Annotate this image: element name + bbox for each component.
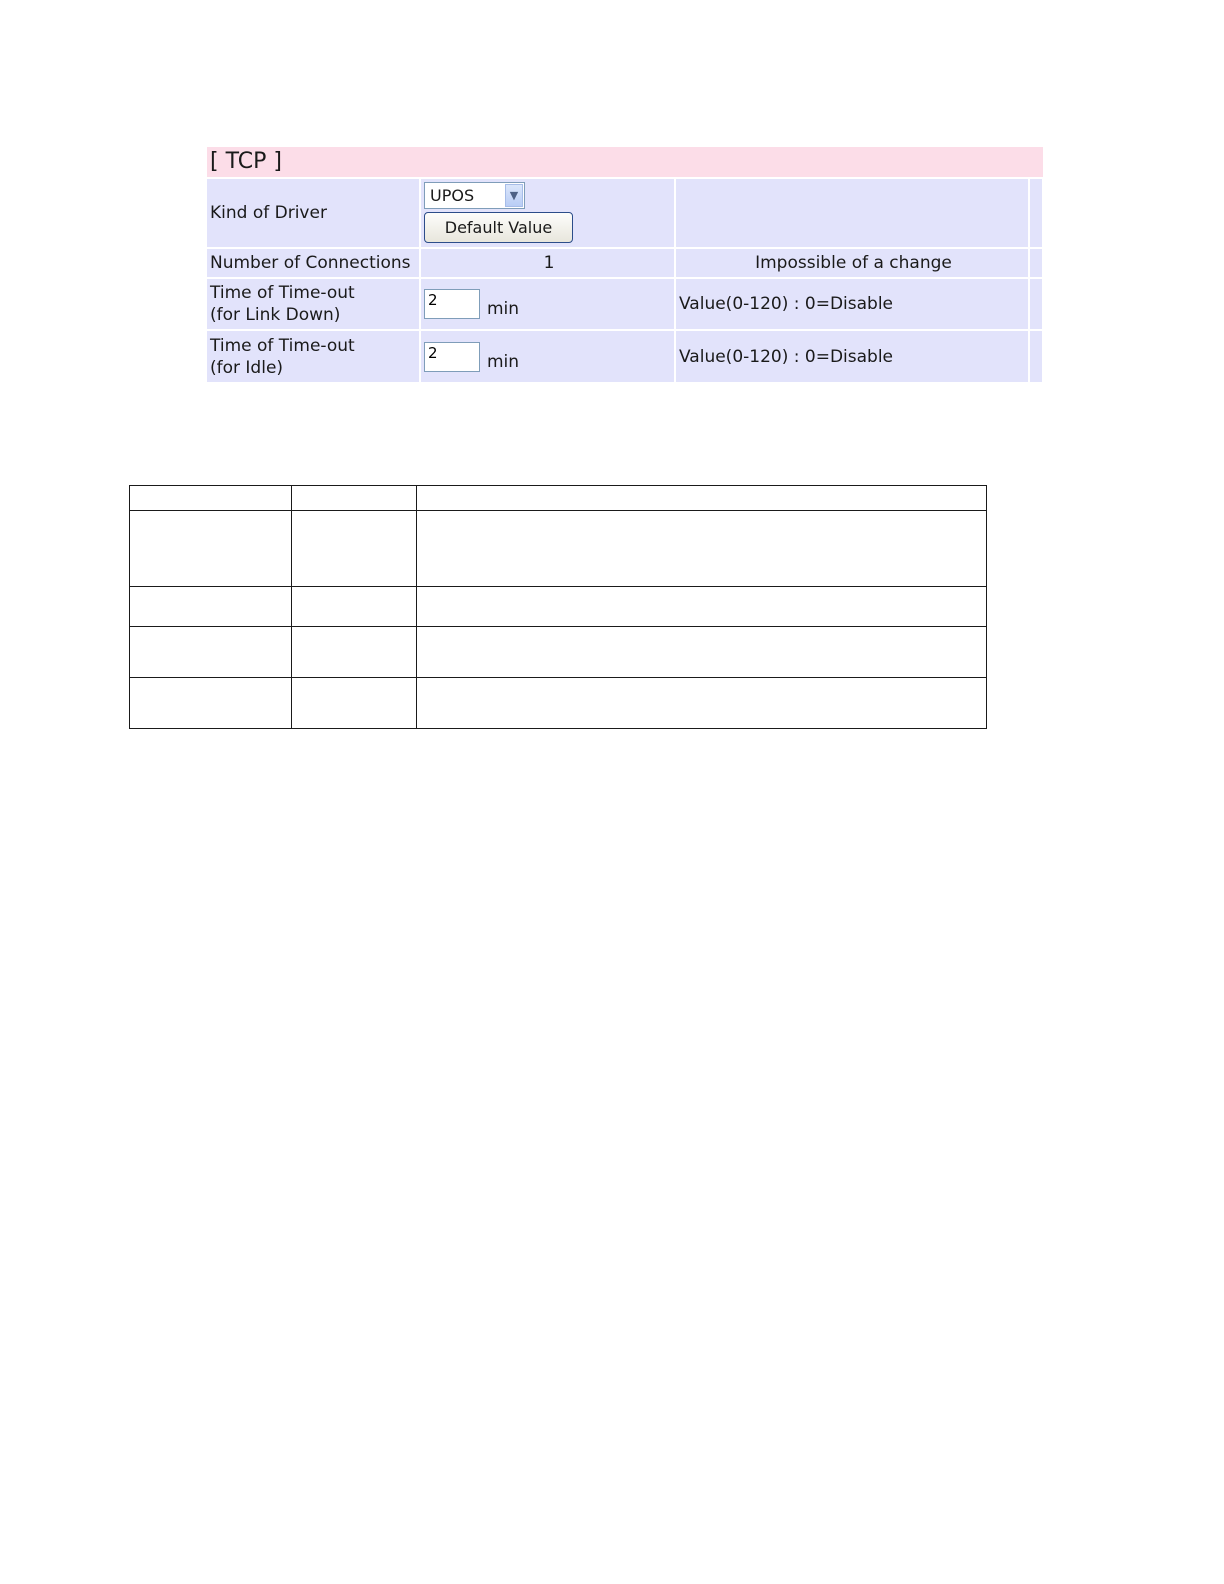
table-cell xyxy=(130,678,292,729)
table-cell xyxy=(130,511,292,587)
connections-note-text: Impossible of a change xyxy=(755,253,952,273)
connections-value: 1 xyxy=(543,253,555,273)
table-cell xyxy=(292,587,417,627)
timeout-link-down-label xyxy=(207,279,419,329)
default-value-button[interactable]: Default Value xyxy=(424,212,573,243)
table-cell xyxy=(292,486,417,511)
table-cell xyxy=(130,627,292,678)
table-row xyxy=(130,678,987,729)
timeout-link-down-input[interactable] xyxy=(424,289,480,319)
driver-select-value: UPOS xyxy=(430,185,475,205)
row-edge xyxy=(1030,249,1042,277)
driver-row xyxy=(207,179,1043,247)
table-cell xyxy=(130,587,292,627)
empty-document-table xyxy=(129,485,987,729)
table-cell xyxy=(417,587,987,627)
timeout-link-down-row xyxy=(207,279,1043,329)
table-cell xyxy=(292,511,417,587)
timeout-idle-row xyxy=(207,331,1043,382)
timeout-link-down-value-cell xyxy=(421,279,674,329)
table-cell xyxy=(417,627,987,678)
tcp-section-title: [ TCP ] xyxy=(207,147,1043,177)
row-edge xyxy=(1030,331,1042,382)
table-cell xyxy=(130,486,292,511)
driver-label xyxy=(207,179,419,247)
timeout-idle-label-line2: (for Idle) xyxy=(210,357,284,378)
timeout-idle-note-text: Value(0-120) : 0=Disable xyxy=(679,346,894,367)
table-cell xyxy=(417,486,987,511)
tcp-settings-panel xyxy=(207,147,1043,384)
timeout-idle-value-cell xyxy=(421,331,674,382)
driver-select[interactable] xyxy=(424,182,525,209)
connections-row xyxy=(207,249,1043,277)
timeout-link-down-unit: min xyxy=(487,299,520,319)
row-edge xyxy=(1030,279,1042,329)
driver-label-text: Kind of Driver xyxy=(210,203,327,223)
timeout-link-down-note-text: Value(0-120) : 0=Disable xyxy=(679,294,894,314)
timeout-link-down-label-line1: Time of Time-out xyxy=(210,283,355,303)
driver-note xyxy=(676,179,1028,247)
row-edge xyxy=(1030,179,1042,247)
table-row xyxy=(130,587,987,627)
table-cell xyxy=(292,627,417,678)
timeout-idle-label xyxy=(207,331,419,382)
timeout-link-down-note xyxy=(676,279,1028,329)
table-cell xyxy=(417,678,987,729)
table-cell xyxy=(417,511,987,587)
timeout-idle-unit: min xyxy=(487,352,520,372)
timeout-link-down-label-line2: (for Link Down) xyxy=(210,305,341,325)
timeout-link-down-value-group xyxy=(424,279,674,329)
table-row xyxy=(130,627,987,678)
table-cell xyxy=(292,678,417,729)
timeout-idle-note xyxy=(676,331,1028,382)
timeout-idle-label-line1: Time of Time-out xyxy=(210,335,355,356)
chevron-down-icon[interactable]: ▼ xyxy=(505,184,523,207)
table-row xyxy=(130,511,987,587)
timeout-idle-value-group xyxy=(424,331,674,382)
table-row xyxy=(130,486,987,511)
driver-value-cell xyxy=(421,179,674,247)
connections-label-text: Number of Connections xyxy=(210,253,411,273)
connections-label xyxy=(207,249,419,277)
connections-value-cell xyxy=(421,249,674,277)
connections-note xyxy=(676,249,1028,277)
timeout-idle-input[interactable] xyxy=(424,342,480,372)
